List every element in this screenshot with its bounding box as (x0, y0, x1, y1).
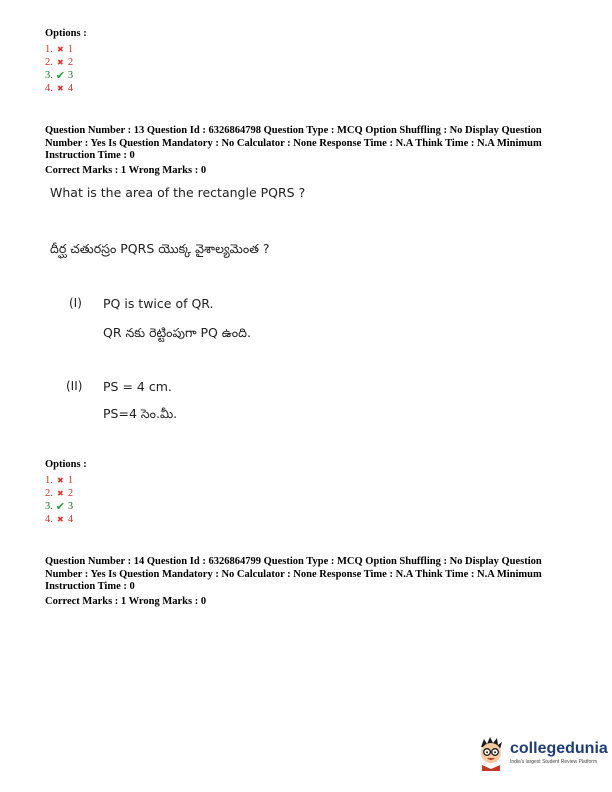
question-14-marks: Correct Marks : 1 Wrong Marks : 0 (45, 596, 207, 607)
logo-text-group (510, 741, 608, 765)
statement-2-te: PS=4 సెం.మీ. (103, 406, 178, 421)
option-number: 2. (45, 57, 53, 68)
option-value: 1 (67, 475, 74, 486)
student-mascot-icon (475, 735, 507, 771)
option-value: 1 (67, 44, 74, 55)
option-number: 3. (45, 70, 53, 81)
check-icon: ✔ (55, 69, 65, 82)
cross-icon: ✖ (57, 476, 64, 485)
question-13-text-en: What is the area of the rectangle PQRS ? (50, 185, 306, 200)
question-13-marks: Correct Marks : 1 Wrong Marks : 0 (45, 165, 207, 176)
cross-icon: ✖ (57, 515, 64, 524)
option-value: 4 (67, 514, 74, 525)
option-2 (45, 56, 73, 69)
question-13-header (45, 125, 575, 163)
question-header-line: Number : Yes Is Question Mandatory : No Calculator : None Response Time : N.A Think Time : N.A Minimum (45, 568, 542, 580)
options-list (45, 43, 73, 95)
statement-2-label: (II) (66, 379, 83, 393)
cross-icon: ✖ (57, 489, 64, 498)
question-header-line: Question Number : 14 Question Id : 6326864799 Question Type : MCQ Option Shuffling : No Display Question (45, 556, 542, 567)
question-header-line: Question Number : 13 Question Id : 6326864798 Question Type : MCQ Option Shuffling : No Display Question (45, 125, 542, 136)
option-1 (45, 474, 73, 487)
option-number: 1. (45, 475, 53, 486)
question-header-line: Instruction Time : 0 (45, 150, 135, 161)
option-3 (45, 500, 73, 513)
option-number: 3. (45, 501, 53, 512)
logo-name: collegedunia (510, 740, 608, 757)
option-4 (45, 513, 73, 526)
option-value: 3 (67, 70, 74, 81)
question-13-text-te: దీర్ఘ చతురస్రం PQRS యొక్క వైశాల్యమెంత ? (50, 241, 270, 256)
option-value: 2 (67, 488, 74, 499)
option-value: 4 (67, 83, 74, 94)
statement-2-en: PS = 4 cm. (103, 379, 172, 394)
collegedunia-logo (475, 735, 608, 771)
options-title: Options : (45, 459, 87, 470)
option-number: 4. (45, 514, 53, 525)
cross-icon: ✖ (57, 45, 64, 54)
option-2 (45, 487, 73, 500)
statement-1-te: QR నకు రెట్టింపుగా PQ ఉంది. (103, 325, 251, 340)
option-number: 1. (45, 44, 53, 55)
statement-1-en: PQ is twice of QR. (103, 296, 214, 311)
logo-tagline: India's largest Student Review Platform (510, 759, 598, 765)
option-1 (45, 43, 73, 56)
statement-1-label: (I) (69, 296, 82, 310)
question-header-line: Number : Yes Is Question Mandatory : No Calculator : None Response Time : N.A Think Time : N.A Minimum (45, 137, 542, 149)
option-4 (45, 82, 73, 95)
question-header-line: Instruction Time : 0 (45, 581, 135, 592)
options-title: Options : (45, 28, 87, 39)
options-list (45, 474, 73, 526)
cross-icon: ✖ (57, 58, 64, 67)
cross-icon: ✖ (57, 84, 64, 93)
option-number: 2. (45, 488, 53, 499)
check-icon: ✔ (55, 500, 65, 513)
option-number: 4. (45, 83, 53, 94)
option-value: 3 (67, 501, 74, 512)
option-value: 2 (67, 57, 74, 68)
question-14-header (45, 556, 575, 594)
option-3 (45, 69, 73, 82)
